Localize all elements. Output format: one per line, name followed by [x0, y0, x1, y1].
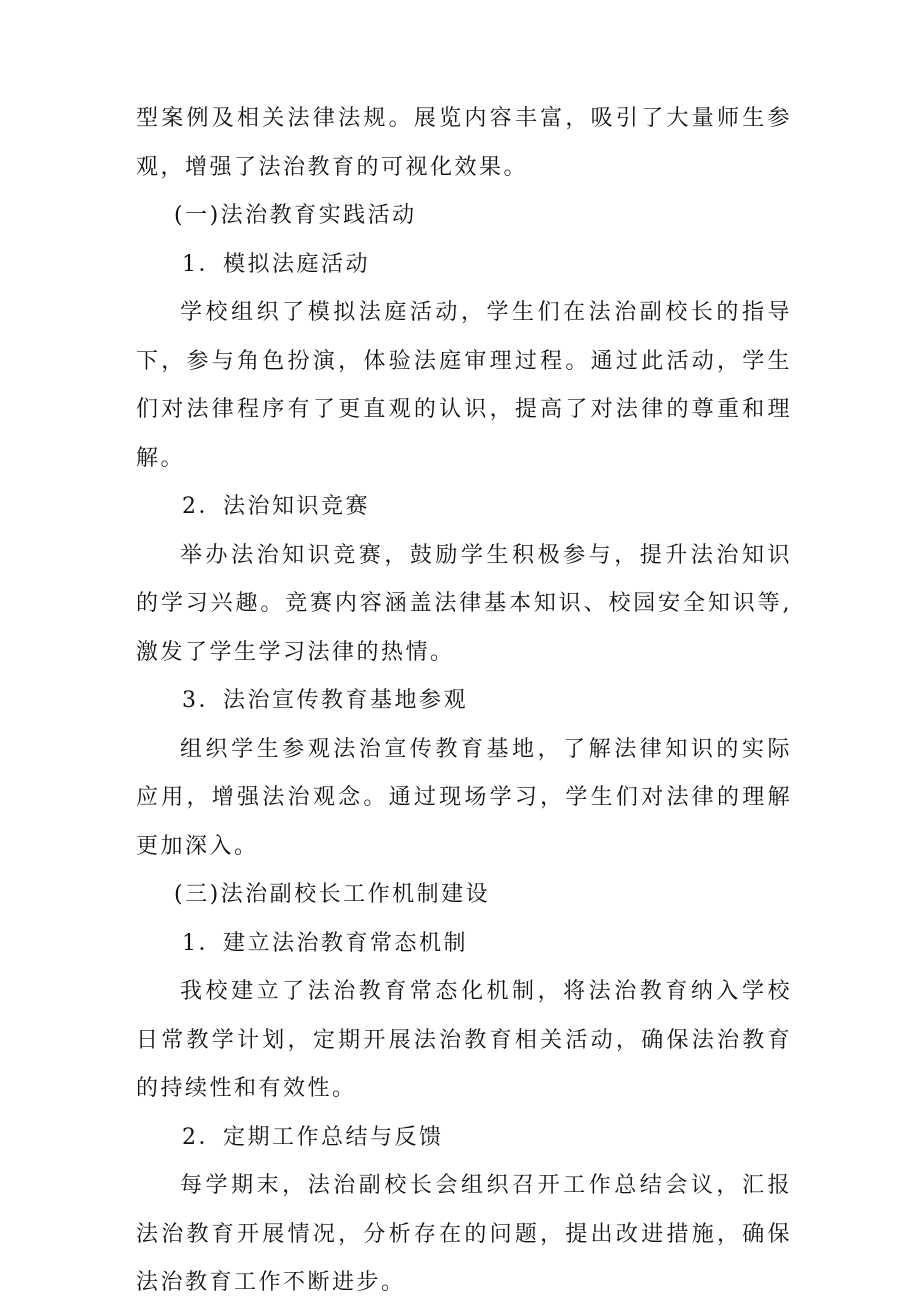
subsection-heading-knowledge-contest: 2．法治知识竞赛: [182, 494, 370, 519]
section-heading-work-mechanism: (三)法治副校长工作机制建设: [174, 882, 491, 907]
subsection-heading-summary-feedback: 2．定期工作总结与反馈: [182, 1124, 444, 1150]
section-heading-practice-activities: (一)法治教育实践活动: [174, 203, 417, 228]
subsection-heading-moot-court: 1．模拟法庭活动: [182, 251, 370, 277]
paragraph-exhibition-continued: 型案例及相关法律法规。展览内容丰富，吸引了大量师生参观，增强了法治教育的可视化效果。: [136, 106, 792, 180]
subsection-heading-normalized-mechanism: 1．建立法治教育常态机制: [182, 930, 468, 956]
paragraph-summary-feedback: 每学期末，法治副校长会组织召开工作总结会议，汇报法治教育开展情况，分析存在的问题，提出改进措施，确保法治教育工作不断进步。: [136, 1173, 792, 1295]
paragraph-moot-court: 学校组织了模拟法庭活动，学生们在法治副校长的指导下，参与角色扮演，体验法庭审理过程。通过此活动，学生们对法律程序有了更直观的认识，提高了对法律的尊重和理解。: [136, 300, 792, 471]
paragraph-base-visit: 组织学生参观法治宣传教育基地，了解法律知识的实际应用，增强法治观念。通过现场学习，学生们对法律的理解更加深入。: [136, 736, 792, 859]
paragraph-normalized-mechanism: 我校建立了法治教育常态化机制，将法治教育纳入学校日常教学计划，定期开展法治教育相关活动，确保法治教育的持续性和有效性。: [136, 979, 792, 1101]
paragraph-knowledge-contest: 举办法治知识竞赛，鼓励学生积极参与，提升法治知识的学习兴趣。竞赛内容涵盖法律基本知识、校园安全知识等,激发了学生学习法律的热情。: [136, 542, 792, 665]
subsection-heading-base-visit: 3．法治宣传教育基地参观: [182, 688, 468, 713]
